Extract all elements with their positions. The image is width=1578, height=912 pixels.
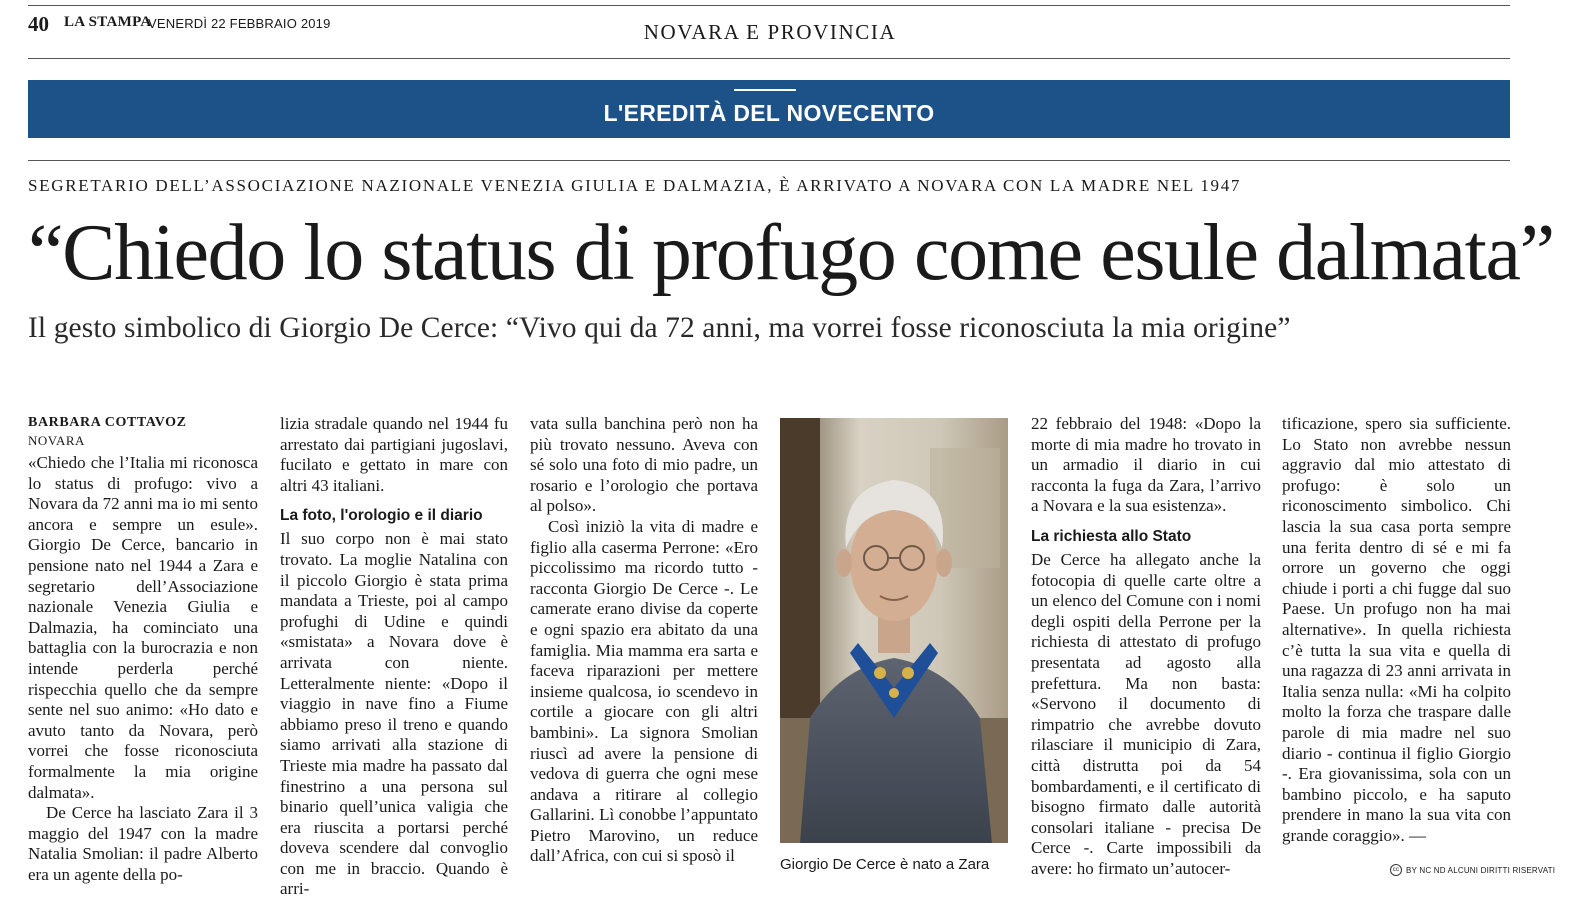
portrait-photo <box>780 418 1008 843</box>
page-number: 40 <box>28 12 49 36</box>
paragraph: 22 febbraio del 1948: «Dopo la morte di mia madre ho trovato in un armadio il diario in cui racconta la fuga da Zara, l’arrivo a Novara e la sua esistenza». <box>1031 414 1261 516</box>
subheading: La richiesta allo Stato <box>1031 527 1192 545</box>
section-rule <box>28 58 1510 59</box>
section-name: NOVARA E PROVINCIA <box>643 20 897 44</box>
article-column-6 <box>1282 414 1511 846</box>
subheading: La foto, l'orologio e il diario <box>280 507 483 525</box>
paragraph: Così iniziò la vita di madre e figlio alla caserma Perrone: «Ero piccolissimo ma ricordo tutto - racconta Giorgio De Cerce -. Le camerate erano divise da coperte e ogni spazio era abitato da una famiglia. Mia mamma era sarta e faceva riparazioni per mettere insieme qualcosa, io scendevo in cortile a giocare con gli altri bambini». La signora Smolian riuscì ad avere la pensione di vedova di guerra che ogni mese andava a ritirare al collegio Gallarini. Lì conobbe l’appuntato Pietro Marovino, un reduce dall’Africa, con cui si sposò il <box>530 516 758 866</box>
article-column-5 <box>1031 414 1261 879</box>
paragraph: De Cerce ha allegato anche la fotocopia di quelle carte oltre a un elenco del Comune con i nomi degli ospiti della Perrone per la richiesta di attestato di profugo presentata ad agosto alla prefettura. Ma non basta: «Servono il documento di rimpatrio che avrebbe dovuto rilasciare il municipio di Zara, città distrutta poi da 54 bombardamenti, e il certificato di bisogno firmato dalle autorità consolari italiane - precisa De Cerce -. Carte impossibili da avere: ho firmato un’autocer- <box>1031 549 1261 878</box>
byline-author: BARBARA COTTAVOZ <box>28 415 187 430</box>
copyright-notice <box>1390 864 1555 876</box>
byline-place: NOVARA <box>28 433 85 448</box>
creative-commons-icon: cc <box>1390 864 1402 876</box>
masthead: LA STAMPA <box>64 14 152 30</box>
portrait-illustration <box>780 418 1008 843</box>
article-headline: “Chiedo lo status di profugo come esule dalmata” <box>28 209 1554 297</box>
paragraph: lizia stradale quando nel 1944 fu arrestato dai partigiani jugoslavi, fucilato e gettato in mare con altri 43 italiani. <box>280 414 508 495</box>
article-column-3 <box>530 414 758 867</box>
article-column-2 <box>280 414 508 900</box>
paragraph: «Chiedo che l’Italia mi riconosca lo status di profugo: vivo a Novara da 72 anni ma io mi sento ancora e sempre un esule». Giorgio De Cerce, bancario in pensione nato nel 1944 a Zara e segretario dell’Associazione nazionale Venezia Giulia e Dalmazia, ha cominciato una battaglia con la burocrazia e non intende perderla perché rispecchia quello che da sempre sente nel suo animo: «Ho dato e avuto tanto da Novara, però vorrei che fosse riconosciuta formalmente la mia origine dalmata». <box>28 453 258 802</box>
topic-banner-title: L'EREDITÀ DEL NOVECENTO <box>603 99 935 126</box>
banner-tick <box>734 89 796 91</box>
paragraph: vata sulla banchina però non ha più trovato nessuno. Aveva con sé solo una foto di mio padre, un rosario e l’orologio che portava al polso». <box>530 414 758 516</box>
paragraph: tificazione, spero sia sufficiente. Lo Stato non avrebbe nessun aggravio dal mio attestato di profugo: è solo un riconoscimento simbolico. Chi lascia la sua casa porta sempre una ferita dentro di sé e mi fa orrore un governo che oggi chiude i porti a chi fugge dal suo Paese. Un profugo non ha mai alternative». In quella richiesta c’è tutta la sua vita e quella di una ragazza di 23 anni arrivata in Italia senza nulla: «Mi ha colpito molto la forza che traspare dalle parole di mia madre nel suo diario - continua il figlio Giorgio -. Era giovanissima, sola con un bambino piccolo, e ha saputo prendere in mano la sua vita con grande coraggio». — <box>1282 414 1511 845</box>
article-subhead: Il gesto simbolico di Giorgio De Cerce: “Vivo qui da 72 anni, ma vorrei fosse riconosciuta la mia origine” <box>28 312 1291 344</box>
paragraph: Il suo corpo non è mai stato trovato. La moglie Natalina con il piccolo Giorgio è stata prima mandata a Trieste, poi al campo profughi di Udine e quindi «smistata» a Novara dove è arrivata con niente. Letteralmente niente: «Dopo il viaggio in nave fino a Fiume abbiamo preso il treno e quando siamo arrivati alla stazione di Trieste mia madre ha passato dal finestrino a una persona sul binario quell’unica valigia che era riuscita a portarsi perché doveva scendere dal convoglio con me in braccio. Quando è arri- <box>280 529 508 899</box>
paragraph: De Cerce ha lasciato Zara il 3 maggio del 1947 con la madre Natalia Smolian: il padre Alberto era un agente della po- <box>28 803 258 884</box>
photo-caption: Giorgio De Cerce è nato a Zara <box>780 856 990 873</box>
article-column-1 <box>28 414 258 885</box>
article-overline: SEGRETARIO DELL’ASSOCIAZIONE NAZIONALE VENEZIA GIULIA E DALMAZIA, È ARRIVATO A NOVARA CON LA MADRE NEL 1947 <box>28 176 1242 195</box>
banner-rule <box>28 160 1510 161</box>
copyright-text: BY NC ND ALCUNI DIRITTI RISERVATI <box>1406 865 1556 875</box>
issue-date: VENERDÌ 22 FEBBRAIO 2019 <box>148 16 331 31</box>
top-rule <box>28 5 1510 6</box>
